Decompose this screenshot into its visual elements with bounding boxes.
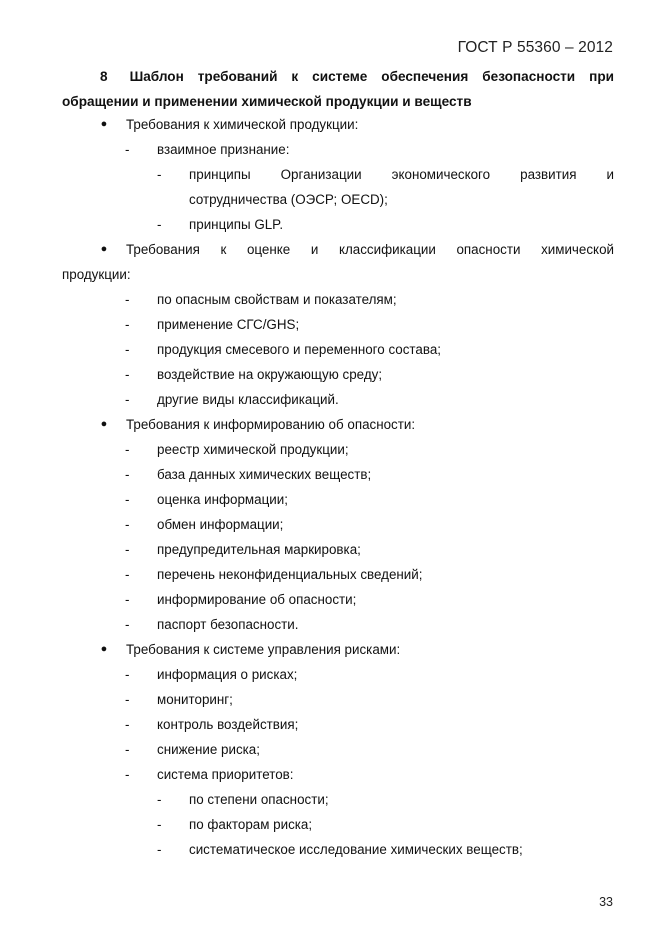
section-title-part2: обращении и применении химической продукции и веществ — [62, 94, 472, 109]
dash-marker: - — [125, 492, 130, 507]
list-item — [62, 587, 614, 612]
dash-marker: - — [125, 717, 130, 732]
dash-marker: - — [125, 367, 130, 382]
sub-list-item-text: по факторам риска; — [189, 817, 313, 832]
dash-marker: - — [125, 292, 130, 307]
list-item-text: продукция смесевого и переменного состава; — [157, 342, 441, 357]
sub-list-item-text: сотрудничества (ОЭСР; OECD); — [189, 192, 388, 207]
list-item-text: оценка информации; — [157, 492, 288, 507]
sub-list-item-text: систематическое исследование химических веществ; — [189, 842, 523, 857]
list-item-text: реестр химической продукции; — [157, 442, 349, 457]
list-item-text: воздействие на окружающую среду; — [157, 367, 383, 382]
dash-marker: - — [157, 167, 162, 182]
bullet-label-continuation — [62, 262, 614, 287]
list-item-text: по опасным свойствам и показателям; — [157, 292, 397, 307]
dash-marker: - — [125, 442, 130, 457]
sub-list-item — [62, 812, 614, 837]
page-number: 33 — [599, 895, 613, 909]
list-item-bullet — [62, 237, 614, 262]
list-item-text: мониторинг; — [157, 692, 233, 707]
bullet-icon: ● — [100, 243, 108, 255]
list-item — [62, 687, 614, 712]
dash-marker: - — [125, 742, 130, 757]
list-item-text: взаимное признание: — [157, 142, 290, 157]
sub-list-item — [62, 162, 614, 187]
dash-marker: - — [125, 317, 130, 332]
dash-marker: - — [125, 342, 130, 357]
list-item — [62, 762, 614, 787]
section-heading-line1 — [62, 64, 614, 89]
list-item — [62, 362, 614, 387]
list-item-bullet — [62, 412, 614, 437]
list-item-text: применение СГС/GHS; — [157, 317, 300, 332]
list-item — [62, 387, 614, 412]
bullet-label: Требования к оценке и классификации опасности химической — [126, 242, 614, 257]
list-item-text: обмен информации; — [157, 517, 284, 532]
dash-marker: - — [157, 792, 162, 807]
list-item-text: информирование об опасности; — [157, 592, 357, 607]
sub-list-item — [62, 837, 614, 862]
dash-marker: - — [125, 592, 130, 607]
document-code: ГОСТ Р 55360 – 2012 — [457, 39, 613, 56]
requirements-list — [62, 112, 614, 862]
dash-marker: - — [157, 842, 162, 857]
section-title-part1: Шаблон требований к системе обеспечения безопасности при — [129, 69, 614, 84]
bullet-icon: ● — [100, 118, 108, 130]
dash-marker: - — [125, 767, 130, 782]
list-item — [62, 487, 614, 512]
list-item — [62, 462, 614, 487]
list-item — [62, 562, 614, 587]
list-item — [62, 137, 614, 162]
list-item-text: предупредительная маркировка; — [157, 542, 361, 557]
dash-marker: - — [125, 542, 130, 557]
list-item — [62, 612, 614, 637]
list-item — [62, 712, 614, 737]
section-heading — [62, 64, 614, 114]
dash-marker: - — [125, 517, 130, 532]
sub-list-item-text: по степени опасности; — [189, 792, 329, 807]
list-item — [62, 512, 614, 537]
list-item-bullet — [62, 637, 614, 662]
list-item-text: база данных химических веществ; — [157, 467, 372, 482]
dash-marker: - — [125, 392, 130, 407]
list-item-text: контроль воздействия; — [157, 717, 299, 732]
dash-marker: - — [125, 142, 130, 157]
sub-list-item — [62, 212, 614, 237]
list-item-text: система приоритетов: — [157, 767, 294, 782]
dash-marker: - — [157, 817, 162, 832]
list-item — [62, 537, 614, 562]
bullet-label: продукции: — [62, 267, 131, 282]
list-item-text: паспорт безопасности. — [157, 617, 299, 632]
list-item-text: снижение риска; — [157, 742, 260, 757]
list-item-text: другие виды классификаций. — [157, 392, 339, 407]
section-number: 8 — [100, 69, 108, 84]
dash-marker: - — [125, 692, 130, 707]
sub-list-item-continuation — [62, 187, 614, 212]
list-item — [62, 287, 614, 312]
dash-marker: - — [125, 467, 130, 482]
bullet-icon: ● — [100, 643, 108, 655]
list-item — [62, 312, 614, 337]
sub-list-item-text: принципы GLP. — [189, 217, 284, 232]
sub-list-item-text: принципы Организации экономического развития и — [189, 167, 614, 182]
dash-marker: - — [125, 567, 130, 582]
list-item — [62, 737, 614, 762]
bullet-label: Требования к химической продукции: — [126, 117, 359, 132]
dash-marker: - — [157, 217, 162, 232]
bullet-icon: ● — [100, 418, 108, 430]
list-item — [62, 662, 614, 687]
list-item — [62, 437, 614, 462]
list-item-bullet — [62, 112, 614, 137]
bullet-label: Требования к информированию об опасности: — [126, 417, 416, 432]
bullet-label: Требования к системе управления рисками: — [126, 642, 401, 657]
dash-marker: - — [125, 617, 130, 632]
dash-marker: - — [125, 667, 130, 682]
sub-list-item — [62, 787, 614, 812]
list-item-text: информация о рисках; — [157, 667, 298, 682]
list-item-text: перечень неконфиденциальных сведений; — [157, 567, 423, 582]
list-item — [62, 337, 614, 362]
